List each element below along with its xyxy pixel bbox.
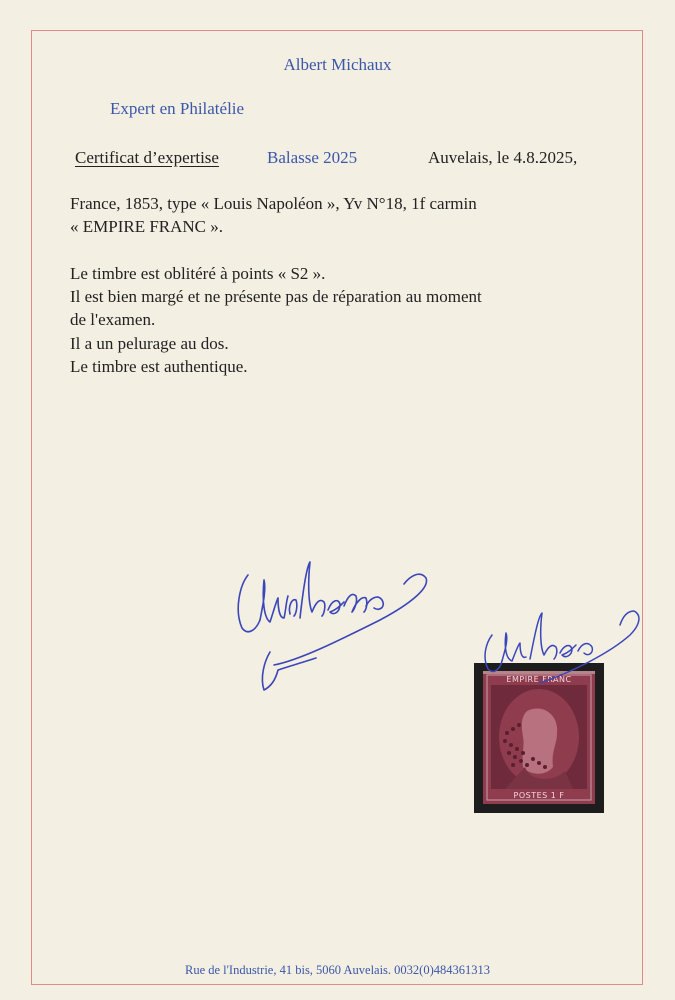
stamp-description bbox=[70, 192, 477, 238]
certificate-place-date: Auvelais, le 4.8.2025, bbox=[428, 148, 578, 167]
red-border-frame bbox=[31, 30, 643, 985]
stamp-signature bbox=[470, 595, 650, 705]
expertise-statements bbox=[70, 262, 482, 378]
expert-signature bbox=[220, 540, 440, 700]
description-line: France, 1853, type « Louis Napoléon », Yv N°18, 1f carmin bbox=[70, 194, 477, 213]
description-line: « EMPIRE FRANC ». bbox=[70, 217, 224, 236]
certificate-header-row bbox=[0, 148, 675, 172]
statement-line: Il a un pelurage au dos. bbox=[70, 333, 229, 353]
statement-line: de l'examen. bbox=[70, 310, 156, 330]
expert-title: Expert en Philatélie bbox=[110, 99, 245, 118]
statement-line: Il est bien margé et ne présente pas de réparation au moment bbox=[70, 287, 482, 307]
stamp-top-label: EMPIRE FRANC bbox=[506, 675, 572, 684]
expert-name: Albert Michaux bbox=[283, 55, 392, 74]
certificate-label: Certificat d’expertise bbox=[75, 148, 219, 167]
certificate-number: Balasse 2025 bbox=[267, 148, 358, 167]
statement-line: Le timbre est oblitéré à points « S2 ». bbox=[70, 264, 326, 283]
expert-address-footer: Rue de l'Industrie, 41 bis, 5060 Auvelais. 0032(0)484361313 bbox=[185, 963, 490, 977]
stamp-bottom-label: POSTES 1 F bbox=[513, 791, 565, 800]
statement-line: Le timbre est authentique. bbox=[70, 356, 248, 376]
